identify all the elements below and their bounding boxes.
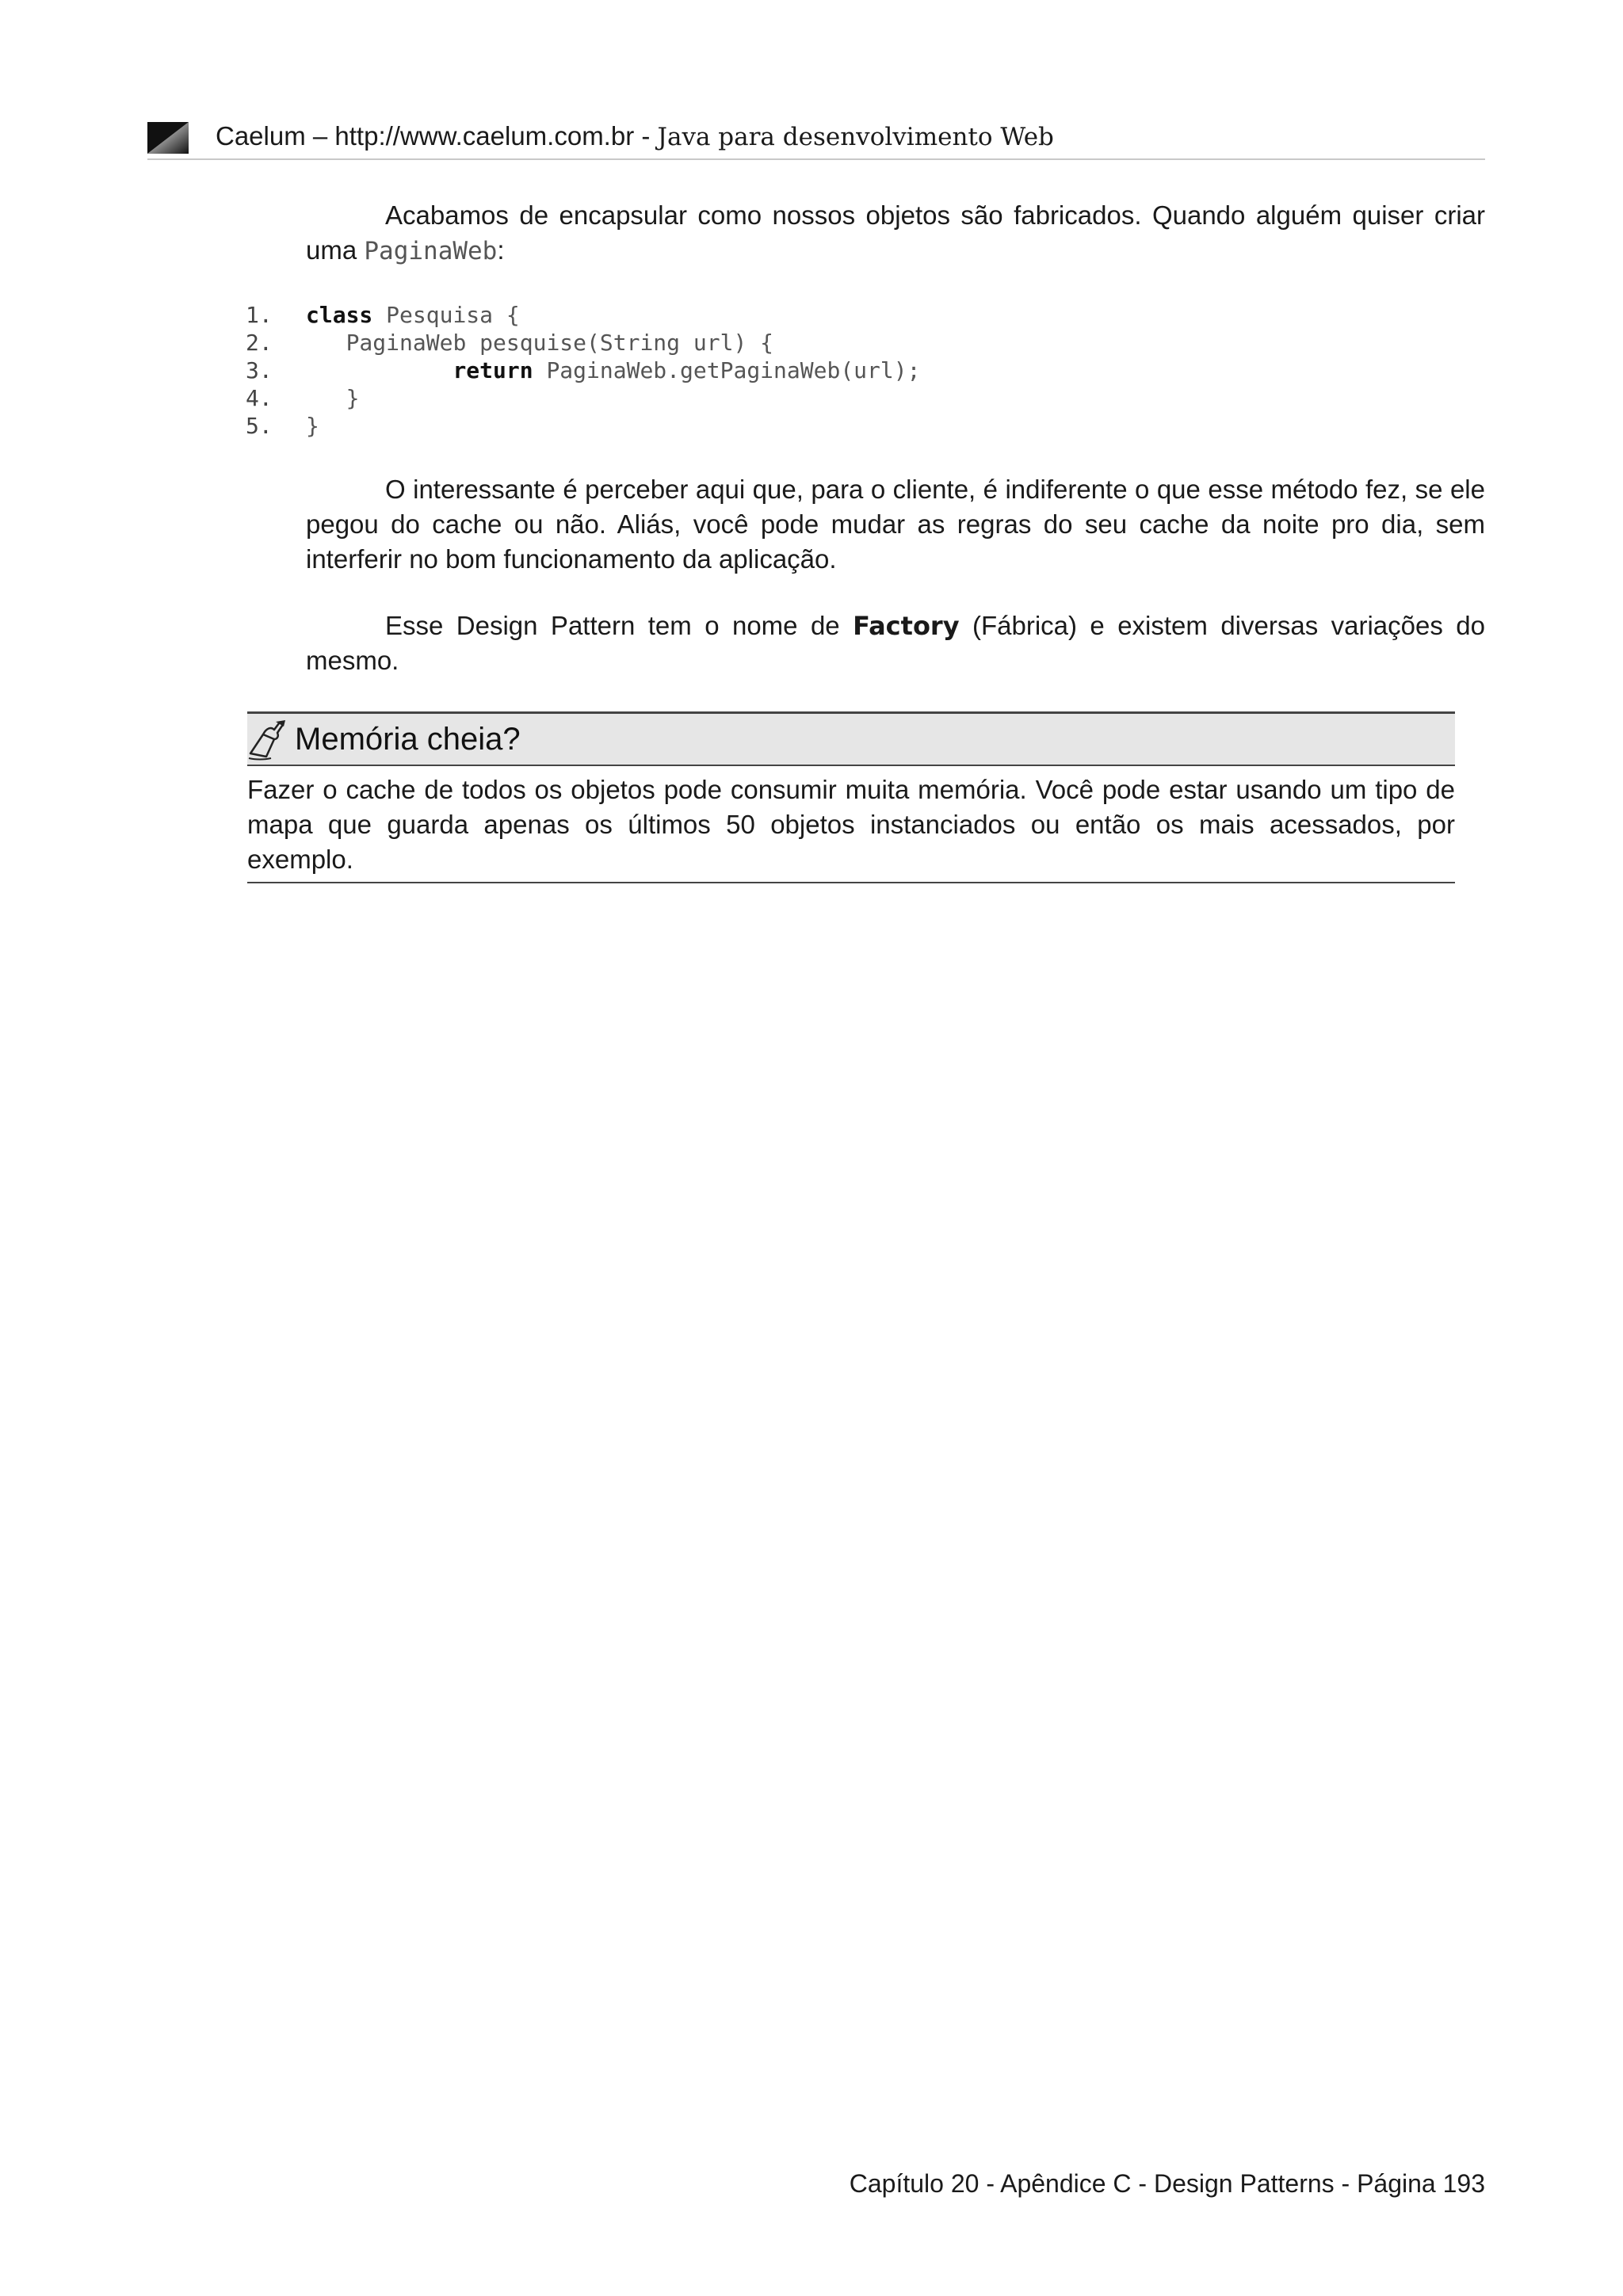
code-line-text: PaginaWeb pesquise(String url) {: [346, 330, 774, 356]
page-header: [147, 116, 1485, 160]
code-line-text: }: [346, 385, 360, 411]
code-line-text: return PaginaWeb.getPaginaWeb(url);: [453, 357, 921, 383]
code-keyword: return: [453, 357, 533, 383]
factory-term: Factory: [853, 611, 960, 641]
paragraph-cache-explanation: [306, 472, 1485, 577]
code-keyword: class: [306, 302, 373, 328]
page-footer: Capítulo 20 - Apêndice C - Design Patterns - Página 193: [849, 2169, 1485, 2198]
code-line-text: class Pesquisa {: [306, 302, 520, 328]
paragraph-cache-text: O interessante é perceber aqui que, para o cliente, é indiferente o que esse método fez, se ele pegou do cache ou não. Aliás, você pode mudar as regras do seu cache da noite pro dia, sem interferir no bom funcionamento da aplicação.: [306, 475, 1485, 574]
code-line: [246, 301, 920, 329]
header-title: [216, 120, 1054, 153]
code-listing: [246, 301, 920, 440]
code-line-number: 3.: [246, 357, 273, 383]
note-box: [247, 711, 1455, 883]
code-line-number: 2.: [246, 330, 273, 356]
paragraph-factory-text: Esse Design Pattern tem o nome de: [385, 611, 854, 640]
paragraph-intro-suffix: :: [497, 235, 505, 265]
code-line-number: 1.: [246, 302, 273, 328]
hand-writing-icon: [247, 719, 292, 761]
header-site-prefix: Caelum – http://www.caelum.com.br -: [216, 121, 658, 151]
note-header: [247, 711, 1455, 766]
paragraph-intro-text: Acabamos de encapsular como nossos objetos são fabricados. Quando alguém quiser criar uma: [306, 200, 1485, 265]
note-title: Memória cheia?: [295, 722, 521, 757]
code-line: [246, 329, 920, 357]
code-line: [246, 357, 920, 384]
paragraph-intro-code-term: PaginaWeb: [364, 237, 498, 265]
header-book-title: Java para desenvolvimento Web: [657, 123, 1054, 151]
code-line-text: }: [306, 413, 319, 439]
code-line: [246, 384, 920, 412]
code-line-number: 4.: [246, 385, 273, 411]
paragraph-factory: [306, 608, 1485, 678]
caelum-logo-icon: [147, 122, 189, 154]
paragraph-intro: [306, 198, 1485, 269]
paragraph-factory-suffix: (Fábrica) e existem diversas variações do mesmo.: [306, 611, 1485, 675]
note-body: Fazer o cache de todos os objetos pode consumir muita memória. Você pode estar usando um tipo de mapa que guarda apenas os últimos 50 objetos instanciados ou então os mais acessados, por exemplo.: [247, 766, 1455, 883]
code-line-number: 5.: [246, 413, 273, 439]
code-line: [246, 412, 920, 440]
